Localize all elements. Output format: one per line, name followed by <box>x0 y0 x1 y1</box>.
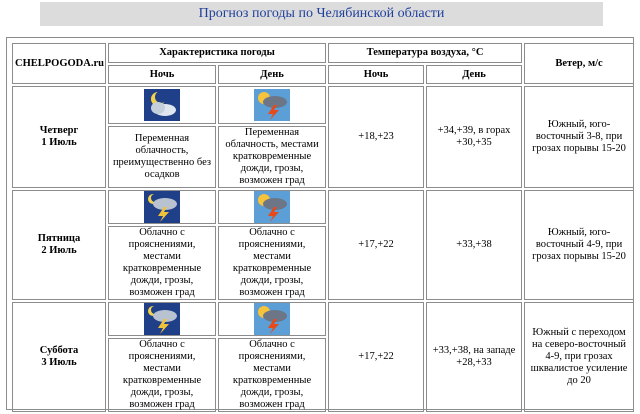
forecast-row <box>12 302 634 336</box>
forecast-table <box>10 41 636 414</box>
date: 2 Июль <box>41 245 77 256</box>
night-icon-cell <box>108 302 216 336</box>
night-description: Переменная облачность, преимущественно без осадков <box>108 126 216 188</box>
site-name: CHELPOGODA.ru <box>12 43 106 84</box>
night-description: Облачно с прояснениями, местами кратковременные дожди, грозы, возможен град <box>108 226 216 300</box>
date: 3 Июль <box>41 357 77 368</box>
page-title: Прогноз погоды по Челябинской области <box>40 2 603 26</box>
wind-cell: Южный, юго-восточный 4-9, при грозах порывы 15-20 <box>524 190 634 300</box>
temp-day-cell: +33,+38 <box>426 190 522 300</box>
forecast-row <box>12 190 634 224</box>
wind-header: Ветер, м/с <box>524 43 634 84</box>
night-description: Облачно с прояснениями, местами кратковременные дожди, грозы, возможен град <box>108 338 216 412</box>
date-cell <box>12 302 106 412</box>
day-description: Переменная облачность, местами кратковременные дожди, грозы, возможен град <box>218 126 326 188</box>
temp-night-header: Ночь <box>328 65 424 84</box>
temp-day-cell: +33,+38, на западе +28,+33 <box>426 302 522 412</box>
wind-cell: Южный, юго-восточный 3-8, при грозах порывы 15-20 <box>524 86 634 188</box>
day-icon-cell <box>218 302 326 336</box>
temp-night-cell: +18,+23 <box>328 86 424 188</box>
weather-night-header: Ночь <box>108 65 216 84</box>
night-thunderstorm-icon <box>144 303 180 335</box>
day-description: Облачно с прояснениями, местами кратковременные дожди, грозы, возможен град <box>218 226 326 300</box>
wind-cell: Южный с переходом на северо-восточный 4-9, при грозах шквалистое усиление до 20 <box>524 302 634 412</box>
day-icon-cell <box>218 86 326 124</box>
forecast-row <box>12 86 634 124</box>
night-icon-cell <box>108 190 216 224</box>
temp-night-cell: +17,+22 <box>328 190 424 300</box>
date-cell <box>12 86 106 188</box>
thunderstorm-icon <box>254 191 290 223</box>
date-cell <box>12 190 106 300</box>
weekday: Четверг <box>39 125 79 136</box>
temperature-header: Температура воздуха, °C <box>328 43 522 63</box>
day-icon-cell <box>218 190 326 224</box>
temp-day-header: День <box>426 65 522 84</box>
temp-night-cell: +17,+22 <box>328 302 424 412</box>
date: 1 Июль <box>41 137 77 148</box>
thunderstorm-icon <box>254 89 290 121</box>
night-thunderstorm-icon <box>144 191 180 223</box>
forecast-frame <box>6 37 634 410</box>
weather-char-header: Характеристика погоды <box>108 43 326 63</box>
night-icon-cell <box>108 86 216 124</box>
day-description: Облачно с прояснениями, местами кратковременные дожди, грозы, возможен град <box>218 338 326 412</box>
thunderstorm-icon <box>254 303 290 335</box>
moon-cloud-icon <box>144 89 180 121</box>
weather-day-header: День <box>218 65 326 84</box>
temp-day-cell: +34,+39, в горах +30,+35 <box>426 86 522 188</box>
weekday: Суббота <box>39 345 79 356</box>
weekday: Пятница <box>37 233 81 244</box>
